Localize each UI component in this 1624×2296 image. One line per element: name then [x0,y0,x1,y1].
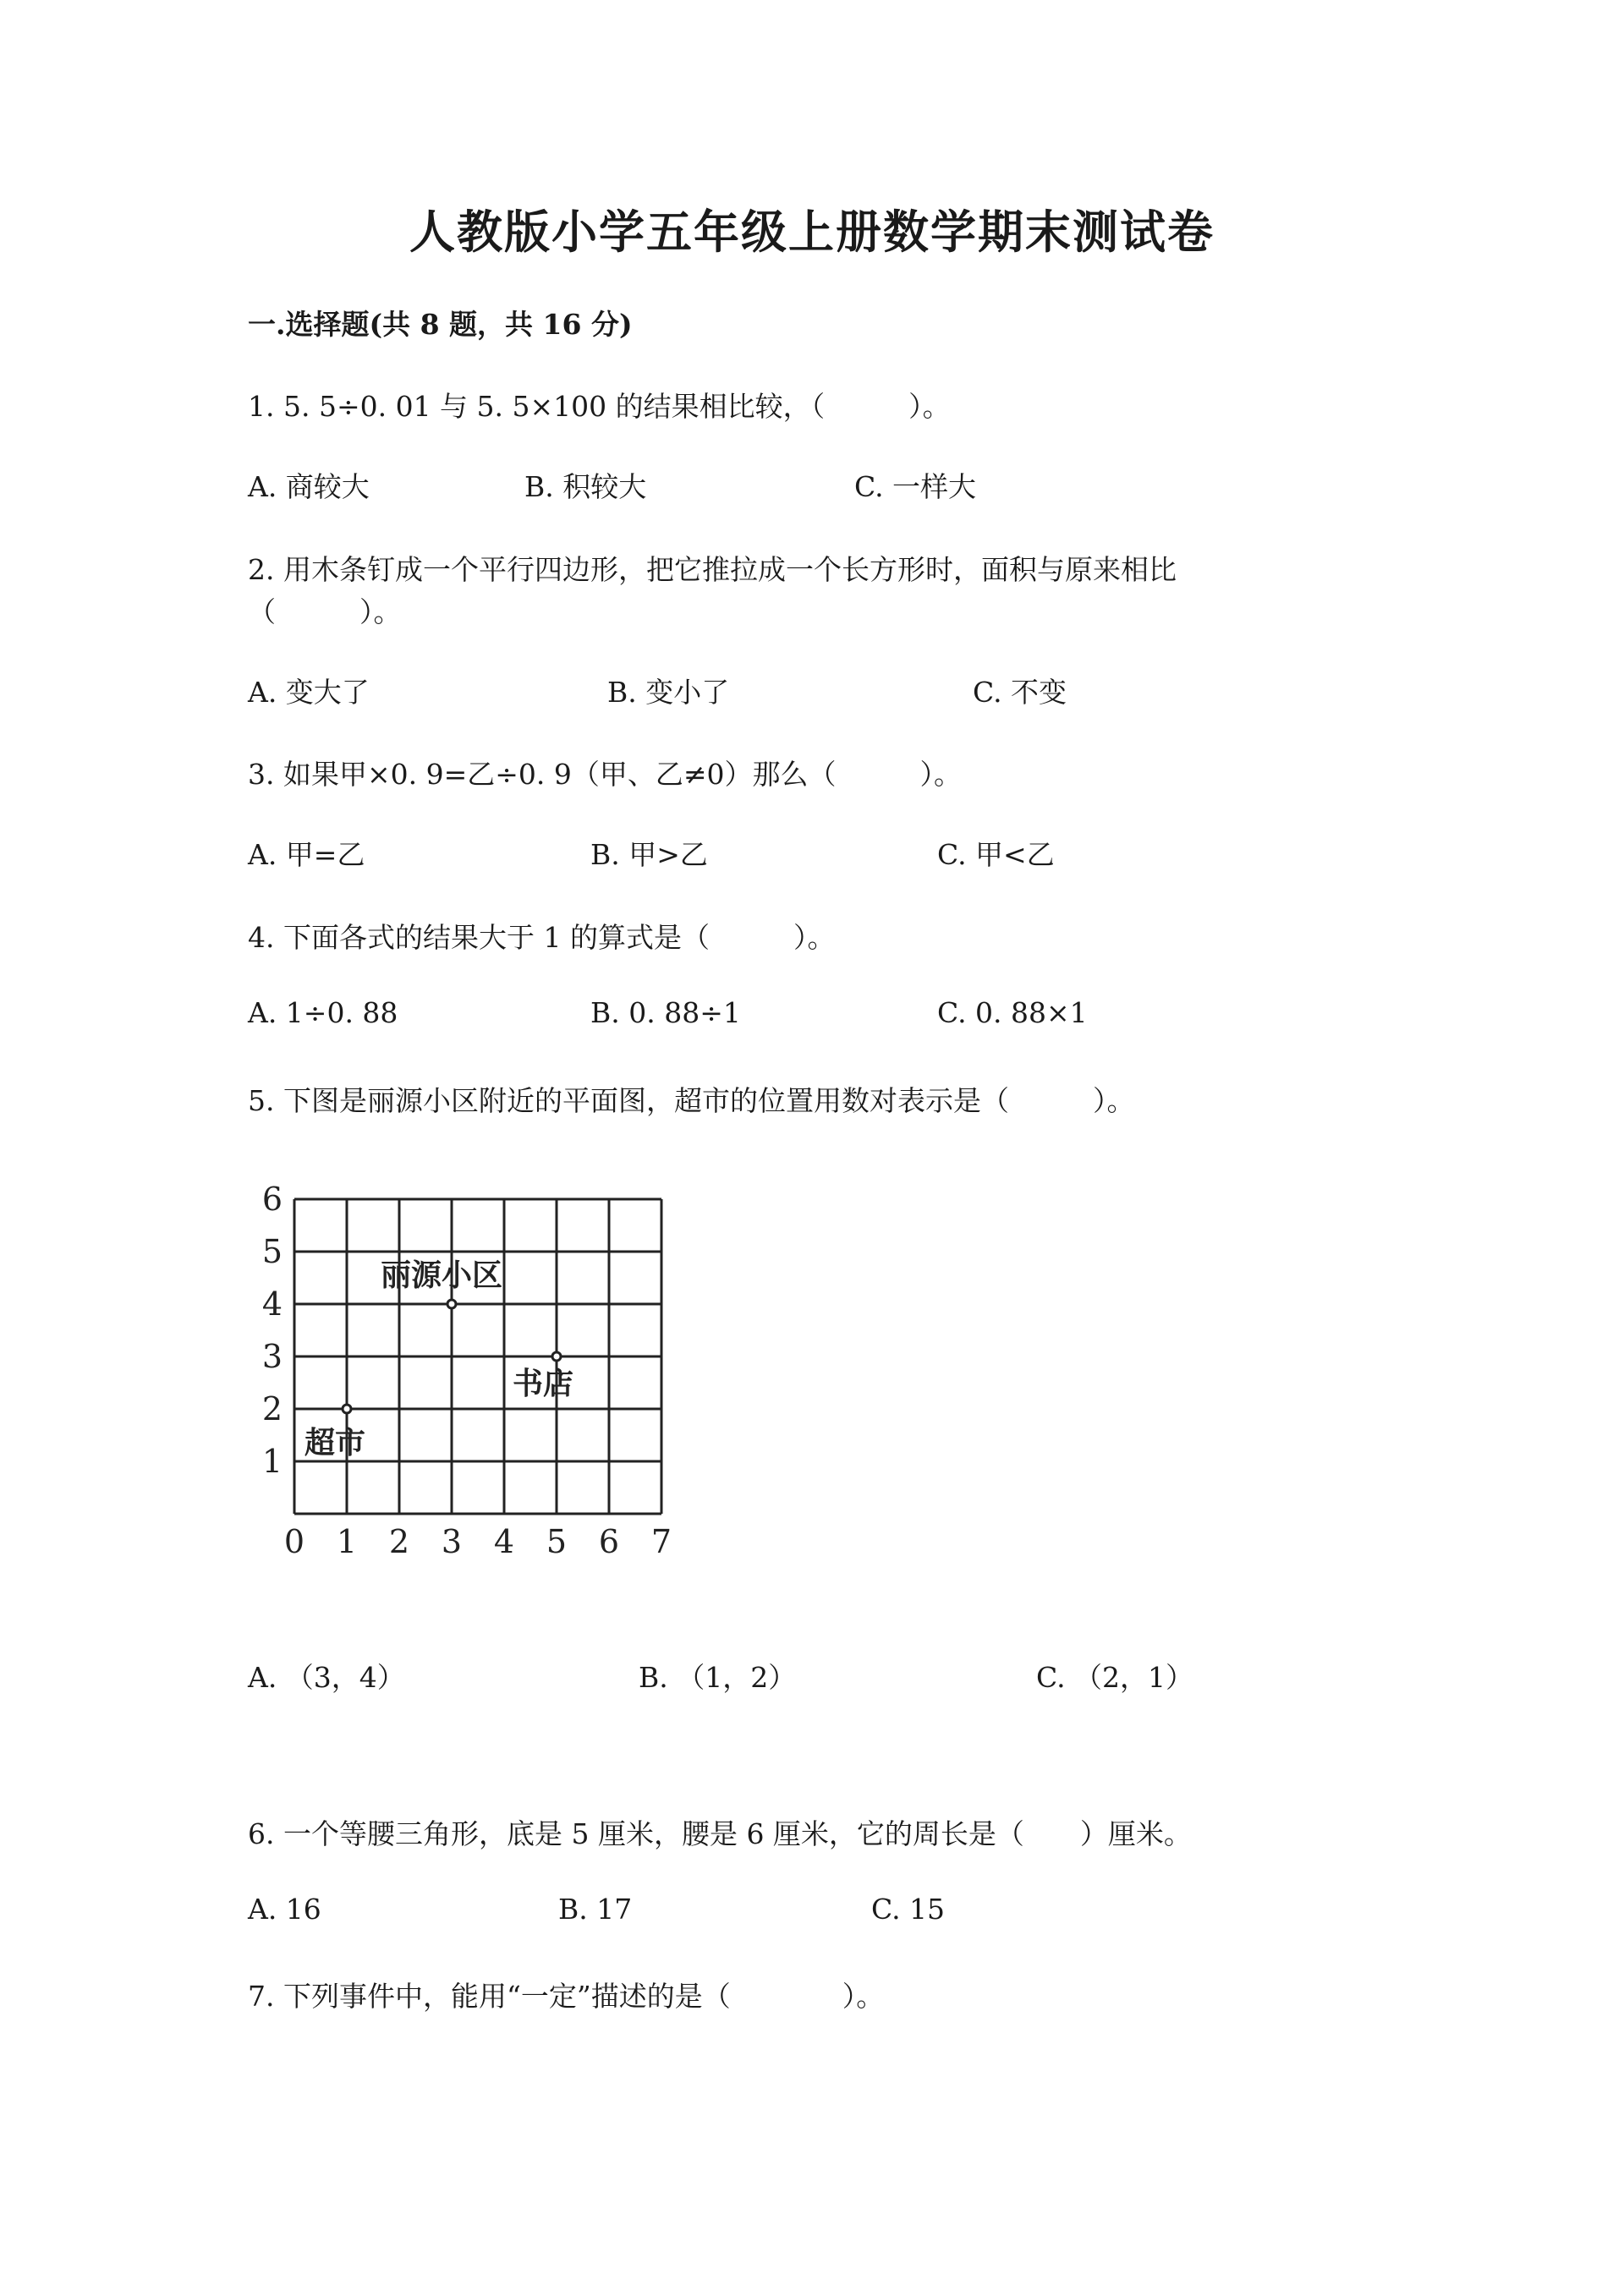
q5-option-a: A. （3，4） [248,1661,405,1694]
q5-option-c: C. （2，1） [1036,1661,1194,1694]
x-tick-label: 6 [598,1523,620,1560]
x-tick-label: 1 [336,1523,358,1560]
question-1: 1. 5. 5÷0. 01 与 5. 5×100 的结果相比较，（ ）。 [248,390,951,423]
q3-option-a: A. 甲=乙 [248,838,365,871]
question-2: 2. 用木条钉成一个平行四边形，把它推拉成一个长方形时，面积与原来相比 [248,553,1177,586]
question-3: 3. 如果甲×0. 9=乙÷0. 9（甲、乙≠0）那么（ ）。 [248,758,963,791]
map-label-supermarket: 超市 [304,1425,366,1460]
section-heading: 一.选择题(共 8 题，共 16 分) [248,308,633,341]
y-tick-label: 1 [261,1443,283,1480]
y-tick-label: 6 [261,1184,283,1218]
q6-option-c: C. 15 [871,1893,946,1926]
question-6: 6. 一个等腰三角形，底是 5 厘米，腰是 6 厘米，它的周长是（ ）厘米。 [248,1817,1192,1850]
x-tick-label: 3 [441,1523,463,1560]
q2-option-a: A. 变大了 [248,676,370,709]
q1-option-b: B. 积较大 [524,470,647,503]
map-label-community: 丽源小区 [381,1258,503,1293]
q3-option-b: B. 甲>乙 [590,838,708,871]
x-tick-label: 0 [283,1523,305,1560]
x-tick-label: 7 [650,1523,672,1560]
q1-option-c: C. 一样大 [854,470,977,503]
q4-option-a: A. 1÷0. 88 [248,996,398,1029]
x-tick-label: 4 [493,1523,515,1560]
x-tick-label: 2 [388,1523,410,1560]
q6-option-b: B. 17 [558,1893,633,1926]
y-tick-label: 2 [261,1390,283,1427]
map-label-bookstore: 书店 [513,1366,574,1401]
map-point-bookstore [552,1352,561,1361]
q3-option-c: C. 甲<乙 [937,838,1055,871]
question-5: 5. 下图是丽源小区附近的平面图，超市的位置用数对表示是（ ）。 [248,1084,1135,1117]
q1-option-a: A. 商较大 [248,470,370,503]
question-2-continued: （ ）。 [248,595,402,628]
q5-option-b: B. （1，2） [639,1661,797,1694]
q2-option-c: C. 不变 [973,676,1067,709]
q6-option-a: A. 16 [248,1893,321,1926]
question-4: 4. 下面各式的结果大于 1 的算式是（ ）。 [248,921,836,954]
map-point-supermarket [343,1405,351,1413]
y-tick-label: 4 [261,1285,283,1323]
y-tick-label: 3 [261,1338,283,1375]
y-tick-label: 5 [261,1233,283,1270]
question-7: 7. 下列事件中，能用“一定”描述的是（ ）。 [248,1980,885,2013]
q4-option-c: C. 0. 88×1 [937,996,1088,1029]
x-tick-label: 5 [546,1523,568,1560]
map-point-community [447,1300,456,1308]
q2-option-b: B. 变小了 [607,676,730,709]
page-title: 人教版小学五年级上册数学期末测试卷 [409,205,1215,259]
q4-option-b: B. 0. 88÷1 [590,996,741,1029]
coordinate-grid-map [254,1184,694,1573]
